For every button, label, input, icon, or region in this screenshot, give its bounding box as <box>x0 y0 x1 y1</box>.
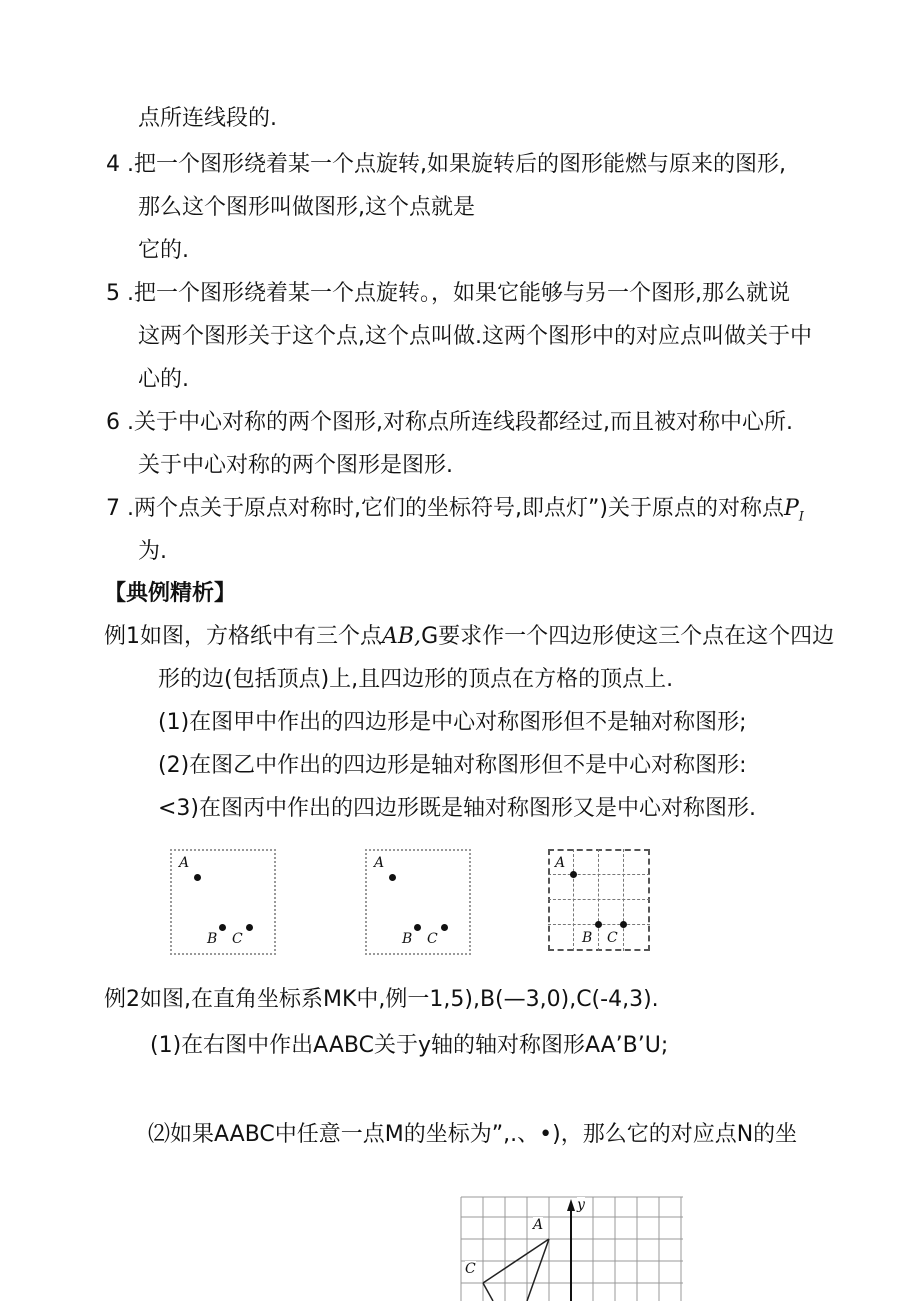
figure-bing-grid-h1 <box>548 874 650 875</box>
point-p-subscript: I <box>798 509 804 525</box>
triangle-side-ab <box>527 1239 549 1301</box>
figure-bing-point-c <box>620 921 627 928</box>
question-6-text: .关于中心对称的两个图形,对称点所连线段都经过,而且被对称中心所. <box>127 410 793 435</box>
coordinate-figure <box>459 1195 685 1301</box>
figure-bing-label-b: B <box>582 930 593 946</box>
question-7-number: 7 <box>106 496 120 521</box>
coordinate-grid <box>459 1195 685 1301</box>
figure-yi-label-c: C <box>427 931 438 947</box>
figure-yi-point-b <box>414 924 421 931</box>
question-4-line-2: 那么这个图形叫做图形,这个点就是 <box>138 195 475 220</box>
figure-bing-label-c: C <box>607 930 618 946</box>
coord-label-c: C <box>465 1261 476 1277</box>
question-4-line-3: 它的. <box>138 238 189 263</box>
example-1-prefix: 例1如图，方格纸中有三个点 <box>104 624 382 649</box>
figure-jia-label-b: B <box>207 931 218 947</box>
figure-bing-grid-h2 <box>548 899 650 900</box>
example-1-suffix: G要求作一个四边形使这三个点在这个四边 <box>421 624 835 649</box>
example-2-line-1: 例2如图,在直角坐标系MK中,例一1,5),B(—3,0),C(-4,3). <box>104 987 659 1012</box>
figure-bing <box>548 849 650 951</box>
question-5-line-2: 这两个图形关于这个点,这个点叫做.这两个图形中的对应点叫做关于中 <box>138 324 812 349</box>
example-1-item-3: <3)在图丙中作出的四边形既是轴对称图形又是中心对称图形. <box>158 796 757 821</box>
figure-yi-label-a: A <box>374 855 385 871</box>
figure-bing-point-a <box>570 871 577 878</box>
example-2-item-2: ⑵如果AABC中任意一点M的坐标为”,.、•)，那么它的对应点N的坐 <box>148 1122 798 1147</box>
figure-bing-grid-v3 <box>623 849 624 951</box>
text-line-0: 点所连线段的. <box>138 106 277 131</box>
figure-yi-point-a <box>389 874 396 881</box>
example-1-line-1 <box>104 622 834 652</box>
point-p-symbol: P <box>783 496 799 521</box>
question-4-line-1 <box>106 150 786 180</box>
section-title: 【典例精析】 <box>104 581 237 606</box>
question-5-number: 5 <box>106 281 120 306</box>
example-1-item-1: (1)在图甲中作出的四边形是中心对称图形但不是轴对称图形; <box>158 710 747 735</box>
figure-jia-label-c: C <box>232 931 243 947</box>
question-4-text: .把一个图形绕着某一个点旋转,如果旋转后的图形能燃与原来的图形, <box>127 152 786 177</box>
figure-bing-grid-v1 <box>573 849 574 951</box>
question-6-number: 6 <box>106 410 120 435</box>
figure-jia-point-c <box>246 924 253 931</box>
coord-label-y: y <box>577 1197 585 1213</box>
figure-jia-point-b <box>219 924 226 931</box>
question-5-text: .把一个图形绕着某一个点旋转。，如果它能够与另一个图形,那么就说 <box>127 281 790 306</box>
y-axis-arrow <box>567 1199 575 1211</box>
question-6-line-2: 关于中心对称的两个图形是图形. <box>138 453 453 478</box>
figure-yi-label-b: B <box>402 931 413 947</box>
question-5-line-1 <box>106 279 790 309</box>
question-5-line-3: 心的. <box>138 367 189 392</box>
example-1-line-2: 形的边(包括顶点)上,且四边形的顶点在方格的顶点上. <box>158 667 674 692</box>
question-4-number: 4 <box>106 152 120 177</box>
question-7-text: .两个点关于原点对称时,它们的坐标符号,即点灯”)关于原点的对称点 <box>127 496 784 521</box>
figure-jia-point-a <box>194 874 201 881</box>
triangle-side-cb <box>483 1283 493 1301</box>
question-7-line-2: 为. <box>138 539 167 564</box>
figure-jia-label-a: A <box>179 855 190 871</box>
figure-bing-grid-v2 <box>598 849 599 951</box>
coord-label-a: A <box>533 1217 544 1233</box>
example-1-points: AB, <box>382 624 422 649</box>
example-2-item-1: (1)在右图中作出AABC关于y轴的轴对称图形AA’B’U; <box>150 1033 669 1058</box>
figure-jia <box>170 849 276 955</box>
question-6-line-1 <box>106 408 793 438</box>
example-1-item-2: (2)在图乙中作出的四边形是轴对称图形但不是中心对称图形: <box>158 753 747 778</box>
figure-yi <box>365 849 471 955</box>
figure-yi-point-c <box>441 924 448 931</box>
figure-bing-point-b <box>595 921 602 928</box>
question-7-line-1 <box>106 494 804 532</box>
figure-bing-label-a: A <box>555 855 566 871</box>
